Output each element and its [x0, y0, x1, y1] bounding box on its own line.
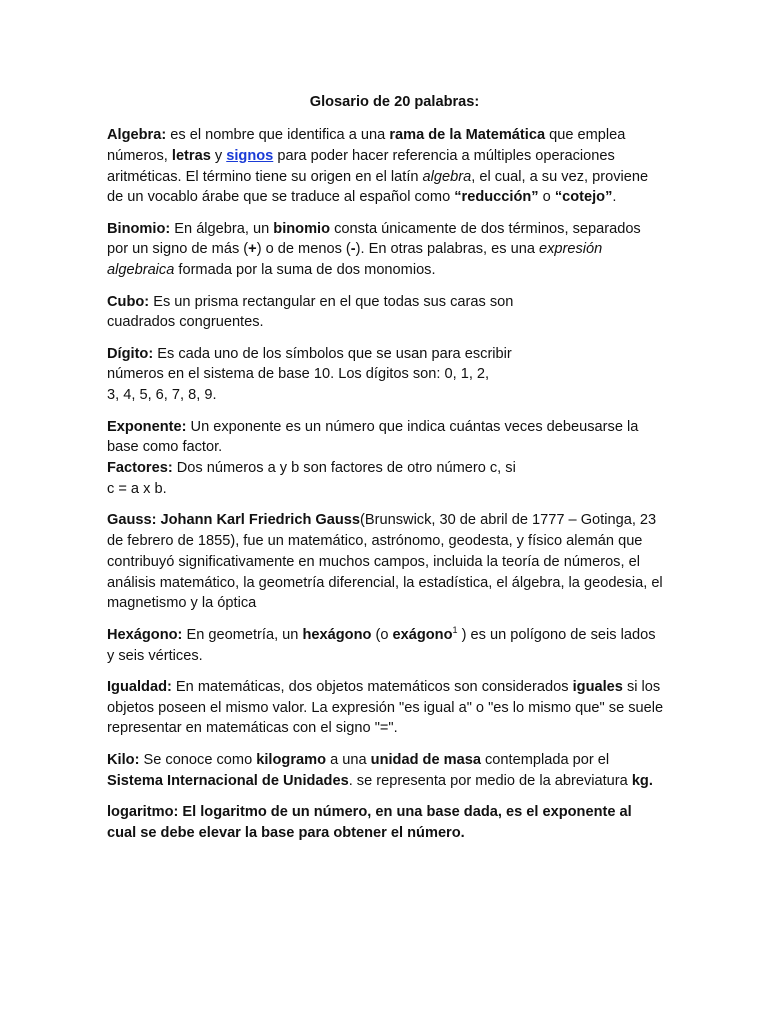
entry-igualdad [107, 677, 664, 739]
entry-factores [107, 458, 664, 500]
term-binomio: Binomio: [107, 220, 171, 237]
entry-kilo [107, 750, 664, 792]
text: . se representa por medio de la abreviatura [348, 772, 632, 789]
bold-text: unidad de masa [370, 751, 481, 768]
bold-text: kg. [631, 772, 653, 789]
text: ) es un polígono de seis lados y seis vértices. [107, 626, 656, 664]
term-exponente: Exponente: [107, 418, 187, 435]
term-gauss: Gauss: Johann Karl Friedrich Gauss [107, 512, 361, 529]
text: ) o de menos ( [256, 241, 351, 258]
text: En matemáticas, dos objetos matemáticos son considerados [171, 678, 573, 695]
bold-text: + [248, 241, 257, 258]
bold-text: binomio [273, 220, 331, 237]
entry-cubo [107, 292, 664, 334]
text: Dos números a y b son factores de otro número c, si [172, 460, 516, 477]
text: En geometría, un [182, 626, 303, 643]
text: contemplada por el [480, 751, 610, 768]
text: Es un prisma rectangular en el que todas sus caras son [149, 293, 514, 310]
text: y [210, 147, 227, 164]
text: Se conoce como [139, 751, 257, 768]
bold-text: letras [171, 147, 211, 164]
text: Es cada uno de los símbolos que se usan para escribir [153, 345, 512, 362]
text: . [612, 189, 617, 206]
text: para poder hacer referencia a múltiples operaciones aritméticas. El término tiene su origen en el latín [107, 147, 615, 185]
bold-text: hexágono [302, 626, 372, 643]
entry-binomio [107, 219, 664, 281]
italic-text: expresión algebraica [107, 241, 603, 279]
text: si los objetos poseen el mismo valor. La expresión "es igual a" o "es lo mismo que" se suele representar en matemáticas con el signo "=". [107, 678, 664, 737]
signos-link[interactable]: signos [226, 147, 274, 164]
page-title: Glosario de 20 palabras: [309, 94, 480, 110]
term-logaritmo: logaritmo: [107, 803, 179, 820]
term-hexagono: Hexágono: [107, 626, 183, 643]
term-factores: Factores: [107, 460, 173, 477]
bold-text: - [350, 241, 356, 258]
term-cubo: Cubo: [107, 293, 150, 310]
text: , el cual, a su vez, proviene de un vocablo árabe que se traduce al español como [107, 168, 649, 206]
text: a una [326, 751, 371, 768]
text: que emplea números, [107, 127, 626, 164]
entry-gauss [107, 510, 664, 614]
entry-algebra [107, 125, 664, 208]
bold-text: iguales [572, 678, 623, 695]
footnote-marker: 1 [452, 624, 458, 635]
term-igualdad: Igualdad: [107, 678, 172, 695]
entry-digito [107, 344, 664, 406]
bold-text: rama de la Matemática [389, 127, 546, 143]
italic-text: algebra [422, 168, 472, 185]
term-algebra: Algebra: [107, 127, 167, 143]
term-kilo: Kilo: [107, 751, 140, 768]
text: Un exponente es un número que indica cuántas veces debeusarse la base como factor. [107, 418, 639, 456]
text: es el nombre que identifica a una [166, 127, 390, 143]
text: formada por la suma de dos monomios. [174, 262, 436, 279]
text: ). En otras palabras, es una [355, 241, 539, 258]
entry-hexagono [107, 625, 664, 667]
bold-text: exágono [392, 626, 453, 643]
entry-logaritmo [107, 802, 664, 844]
text: 3, 4, 5, 6, 7, 8, 9. [107, 387, 217, 404]
bold-text: “reducción” [454, 189, 539, 206]
bold-text: kilogramo [256, 751, 327, 768]
bold-text: Sistema Internacional de Unidades [107, 772, 349, 789]
bold-text: “cotejo” [554, 189, 613, 206]
text: c = a x b. [107, 480, 167, 497]
text: (o [371, 626, 393, 643]
text: cuadrados congruentes. [107, 314, 264, 331]
term-digito: Dígito: [107, 345, 154, 362]
bold-text: El logaritmo de un número, en una base dada, es el exponente al cual se debe elevar la base para obtener el número. [107, 803, 632, 841]
text: (Brunswick, 30 de abril de 1777 – Gotinga, 23 de febrero de 1855), fue un matemático, astrónomo, geodesta, y físico alemán que contribuyó significativamente en muchos campos, incluida la teoría de números, el análisis matemático, la geometría diferencial, la estadística, el álgebra, la geodesia, el magnetismo y la óptica [107, 512, 663, 612]
text: consta únicamente de dos términos, separados por un signo de más ( [107, 220, 641, 258]
text: En álgebra, un [170, 220, 274, 237]
text: números en el sistema de base 10. Los dígitos son: 0, 1, 2, [107, 366, 490, 383]
text: o [538, 189, 555, 206]
entry-exponente [107, 417, 664, 459]
